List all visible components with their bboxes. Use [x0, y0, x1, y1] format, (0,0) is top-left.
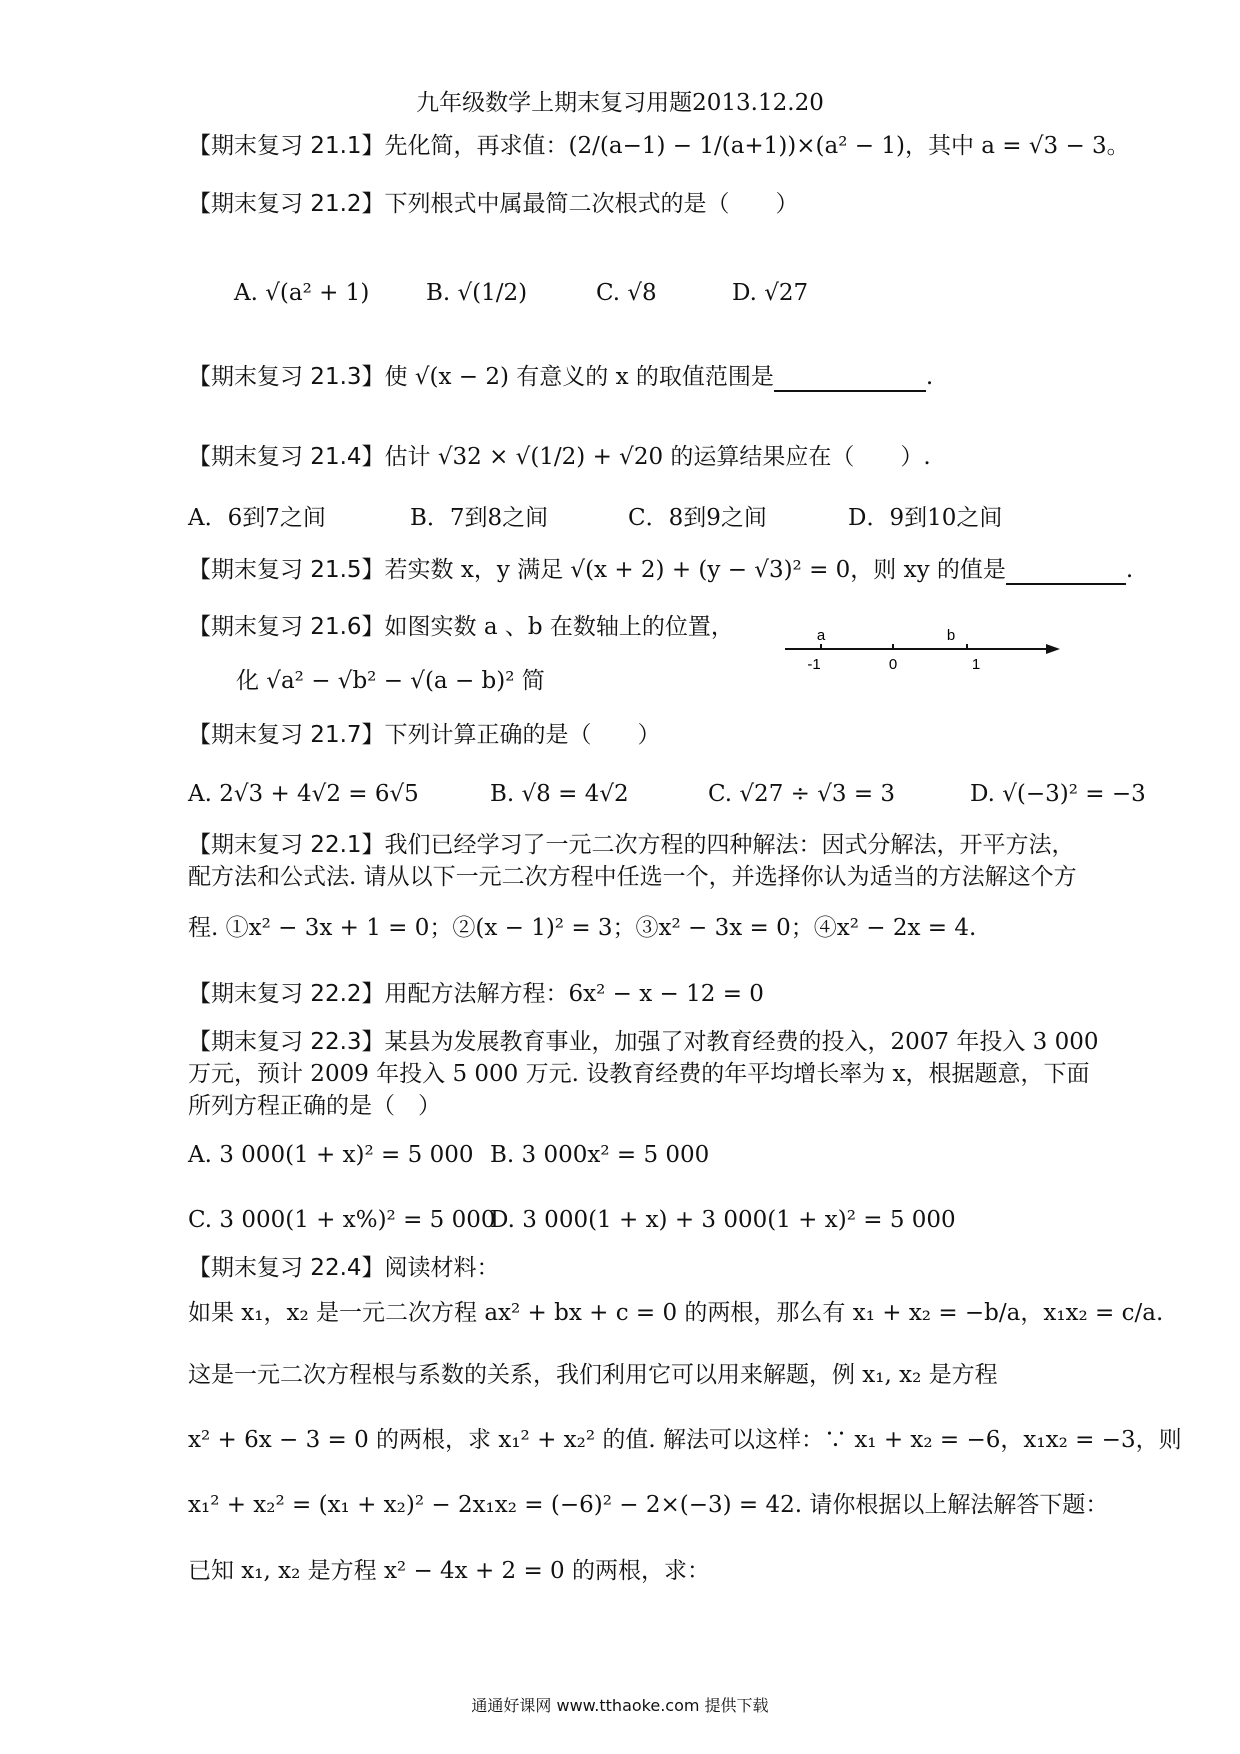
- problem-tag: 【期末复习 22.3】: [188, 1029, 385, 1055]
- problem-text: 我们已经学习了一元二次方程的四种解法：因式分解法，开平方法，: [384, 832, 1075, 858]
- options-21-2: [234, 278, 808, 308]
- page-footer: 通通好课网 www.tthaoke.com 提供下载: [471, 1696, 769, 1715]
- problem-tag: 【期末复习 21.5】: [188, 557, 385, 583]
- option-d: D．9到10之间: [848, 505, 1003, 531]
- problem-22-1-line2: 配方法和公式法. 请从以下一元二次方程中任选一个，并选择你认为适当的方法解这个方: [188, 864, 1077, 890]
- option-c: C. √8: [596, 280, 657, 306]
- problem-text: 估计 √32 × √(1/2) + √20 的运算结果应在（ ）.: [384, 444, 931, 470]
- problem-text: 用配方法解方程：6x² − x − 12 = 0: [384, 981, 764, 1007]
- problem-21-6-expression: 化 √a² − √b² − √(a − b)² 简: [236, 668, 545, 694]
- problem-21-1: [188, 131, 1130, 161]
- problem-21-3: [188, 362, 933, 392]
- problem-21-4: [188, 442, 931, 472]
- problem-text: 下列计算正确的是（ ）: [384, 722, 661, 748]
- options-22-3-row1: [188, 1140, 709, 1170]
- problem-22-1-line1: [188, 830, 1075, 860]
- options-22-3-row2: [188, 1205, 956, 1235]
- page-title: 九年级数学上期末复习用题2013.12.20: [416, 90, 824, 116]
- problem-end: .: [925, 364, 934, 390]
- problem-tag: 【期末复习 22.1】: [188, 832, 385, 858]
- option-c: C. 3 000(1 + x%)² = 5 000: [188, 1207, 496, 1233]
- option-d: D. √27: [732, 280, 809, 306]
- option-b: B. √8 = 4√2: [490, 781, 629, 807]
- option-b: B．7到8之间: [410, 505, 549, 531]
- problem-text: 阅读材料：: [384, 1255, 500, 1281]
- problem-tag: 【期末复习 21.6】: [188, 614, 385, 640]
- problem-22-3-line2: 万元，预计 2009 年投入 5 000 万元. 设教育经费的年平均增长率为 x，根据题意，下面: [188, 1061, 1090, 1087]
- problem-text: 先化简，再求值：(2/(a−1) − 1/(a+1))×(a² − 1)，其中 a = √3 − 3。: [384, 133, 1130, 159]
- number-line-label-a: a: [816, 627, 826, 644]
- problem-21-2: [188, 189, 799, 219]
- option-a: A. 2√3 + 4√2 = 6√5: [188, 781, 419, 807]
- number-line-arrow-icon: [1046, 644, 1060, 654]
- options-21-4: [188, 503, 1002, 533]
- problem-22-4-line4: x₁² + x₂² = (x₁ + x₂)² − 2x₁x₂ = (−6)² − 2×(−3) = 42. 请你根据以上解法解答下题：: [188, 1492, 1109, 1518]
- problem-22-3-line1: [188, 1027, 1099, 1057]
- option-b: B. √(1/2): [426, 280, 528, 306]
- problem-22-4-line3: x² + 6x − 3 = 0 的两根，求 x₁² + x₂² 的值. 解法可以这样：∵ x₁ + x₂ = −6，x₁x₂ = −3，则: [188, 1427, 1182, 1453]
- problem-text: 某县为发展教育事业，加强了对教育经费的投入，2007 年投入 3 000: [384, 1029, 1099, 1055]
- number-line-tick-0: 0: [888, 656, 898, 673]
- number-line-tick-1: 1: [971, 656, 981, 673]
- problem-tag: 【期末复习 21.7】: [188, 722, 385, 748]
- problem-tag: 【期末复习 21.3】: [188, 364, 385, 390]
- option-d: D. 3 000(1 + x) + 3 000(1 + x)² = 5 000: [490, 1207, 956, 1233]
- answer-blank: [1006, 561, 1126, 585]
- option-a: A. 3 000(1 + x)² = 5 000: [188, 1142, 474, 1168]
- option-a: A．6到7之间: [188, 505, 326, 531]
- problem-21-7: [188, 720, 661, 750]
- problem-text: 下列根式中属最简二次根式的是（ ）: [384, 191, 799, 217]
- problem-22-3-line3: 所列方程正确的是（ ）: [188, 1093, 441, 1119]
- problem-22-2: [188, 979, 764, 1009]
- option-d: D. √(−3)² = −3: [970, 781, 1146, 807]
- problem-tag: 【期末复习 22.2】: [188, 981, 385, 1007]
- problem-22-4-line5: 已知 x₁, x₂ 是方程 x² − 4x + 2 = 0 的两根，求：: [188, 1558, 710, 1584]
- problem-22-4-line1: 如果 x₁，x₂ 是一元二次方程 ax² + bx + c = 0 的两根，那么有 x₁ + x₂ = −b/a，x₁x₂ = c/a.: [188, 1300, 1164, 1326]
- number-line-figure: [780, 624, 1070, 680]
- answer-blank: [774, 368, 926, 392]
- problem-tag: 【期末复习 22.4】: [188, 1255, 385, 1281]
- number-line-label-b: b: [946, 627, 956, 644]
- options-21-7: [188, 779, 1146, 809]
- option-b: B. 3 000x² = 5 000: [490, 1142, 710, 1168]
- problem-21-5: [188, 555, 1133, 585]
- problem-text: 若实数 x，y 满足 √(x + 2) + (y − √3)² = 0，则 xy 的值是: [384, 557, 1006, 583]
- problem-text: 如图实数 a 、b 在数轴上的位置，: [384, 614, 734, 640]
- number-line-tick-m1: -1: [807, 656, 821, 673]
- problem-end: .: [1125, 557, 1134, 583]
- option-c: C. √27 ÷ √3 = 3: [708, 781, 896, 807]
- problem-22-4-line2: 这是一元二次方程根与系数的关系，我们利用它可以用来解题，例 x₁, x₂ 是方程: [188, 1362, 998, 1388]
- problem-tag: 【期末复习 21.4】: [188, 444, 385, 470]
- problem-text: 使 √(x − 2) 有意义的 x 的取值范围是: [384, 364, 774, 390]
- problem-21-6: [188, 612, 734, 642]
- problem-tag: 【期末复习 21.1】: [188, 133, 385, 159]
- option-c: C．8到9之间: [628, 505, 767, 531]
- option-a: A. √(a² + 1): [234, 280, 370, 306]
- problem-22-1-line3: 程. ①x² − 3x + 1 = 0；②(x − 1)² = 3；③x² − 3x = 0；④x² − 2x = 4.: [188, 915, 977, 941]
- problem-tag: 【期末复习 21.2】: [188, 191, 385, 217]
- problem-22-4: [188, 1253, 500, 1283]
